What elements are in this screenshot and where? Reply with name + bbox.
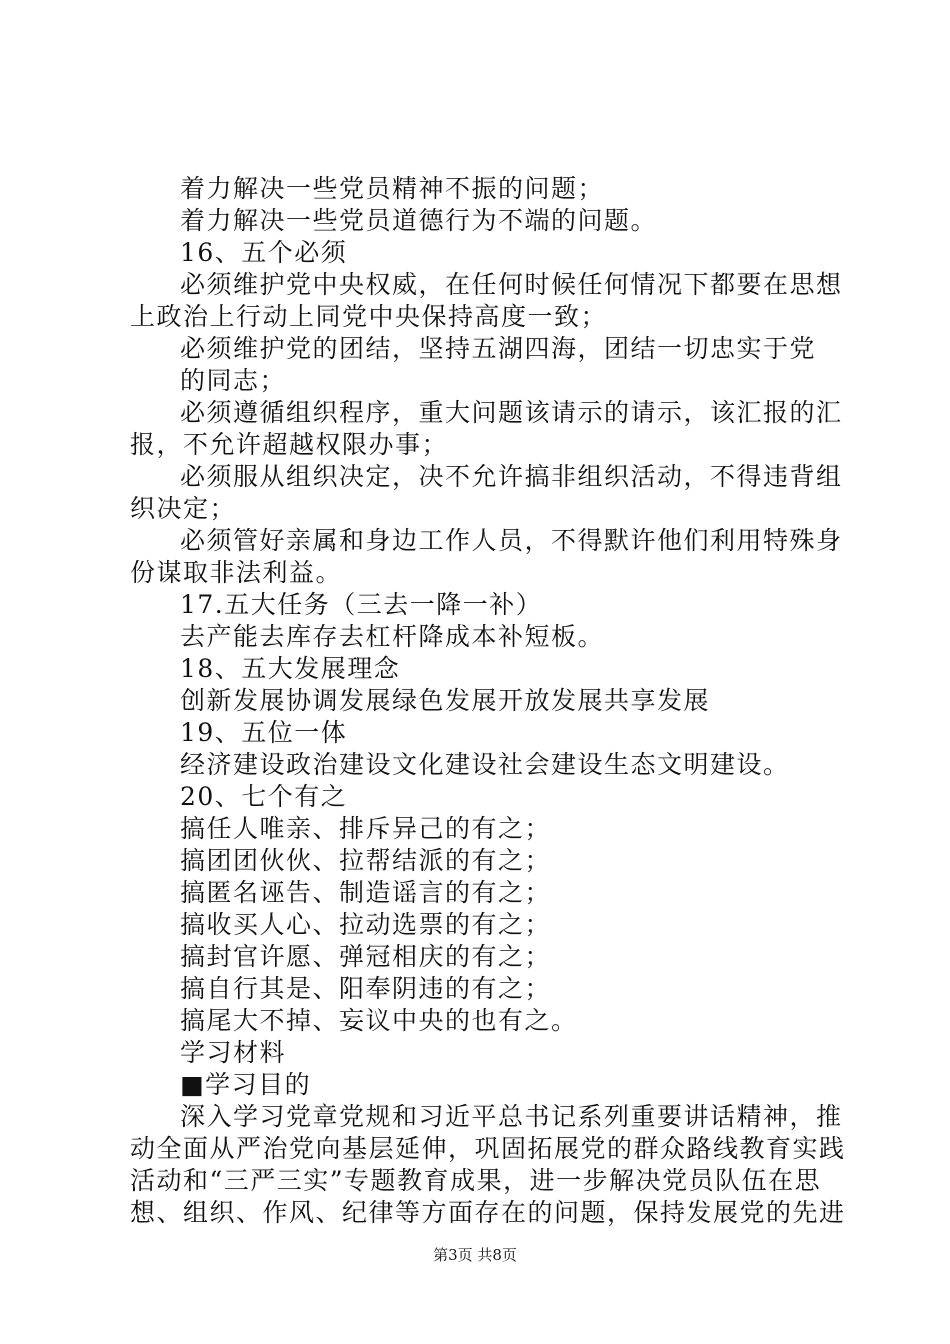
text-line: 必须维护党中央权威，在任何时候任何情况下都要在思想 [180, 270, 843, 299]
document-body [130, 173, 846, 1229]
text-line: 深入学习党章党规和习近平总书记系列重要讲话精神，推 [180, 1102, 843, 1131]
text-line: 18、五大发展理念 [180, 654, 401, 683]
text-line: 学习材料 [180, 1038, 287, 1067]
text-line: 必须服从组织决定，决不允许搞非组织活动，不得违背组 [180, 462, 843, 491]
text-line: 搞收买人心、拉动选票的有之； [180, 910, 552, 939]
page-footer: 第3页 共8页 [433, 1246, 517, 1264]
text-line: 着力解决一些党员精神不振的问题； [180, 174, 605, 203]
text-line: 上政治上行动上同党中央保持高度一致； [130, 302, 608, 331]
text-line: 织决定； [130, 494, 237, 523]
text-line: 报，不允许超越权限办事； [130, 430, 449, 459]
text-line: 必须遵循组织程序，重大问题该请示的请示，该汇报的汇 [180, 398, 843, 427]
text-line: 搞团团伙伙、拉帮结派的有之； [180, 846, 552, 875]
text-line: 搞匿名诬告、制造谣言的有之； [180, 878, 552, 907]
text-line: 搞尾大不掉、妄议中央的也有之。 [180, 1006, 578, 1035]
text-line: 着力解决一些党员道德行为不端的问题。 [180, 206, 658, 235]
text-line: 20、七个有之 [180, 782, 348, 811]
text-line: 去产能去库存去杠杆降成本补短板。 [180, 622, 605, 651]
text-line: ■学习目的 [180, 1070, 312, 1099]
text-line: 搞封官许愿、弹冠相庆的有之； [180, 942, 552, 971]
text-line: 搞自行其是、阳奉阴违的有之； [180, 974, 552, 1003]
text-line: 想、组织、作风、纪律等方面存在的问题，保持发展党的先进 [130, 1198, 846, 1227]
text-line: 经济建设政治建设文化建设社会建设生态文明建设。 [180, 750, 790, 779]
text-line: 17.五大任务（三去一降一补） [180, 590, 543, 619]
text-line: 动全面从严治党向基层延伸，巩固拓展党的群众路线教育实践 [130, 1134, 846, 1163]
text-line: 必须维护党的团结，坚持五湖四海，团结一切忠实于党 [180, 334, 817, 363]
text-line: 搞任人唯亲、排斥异己的有之； [180, 814, 552, 843]
text-line: 的同志； [180, 366, 287, 395]
text-line: 19、五位一体 [180, 718, 348, 747]
text-line: 必须管好亲属和身边工作人员，不得默许他们利用特殊身 [180, 526, 843, 555]
text-line: 活动和“三严三实”专题教育成果，进一步解决党员队伍在思 [130, 1166, 822, 1195]
text-line: 创新发展协调发展绿色发展开放发展共享发展 [180, 686, 711, 715]
text-line: 16、五个必须 [180, 238, 348, 267]
text-line: 份谋取非法利益。 [130, 558, 343, 587]
